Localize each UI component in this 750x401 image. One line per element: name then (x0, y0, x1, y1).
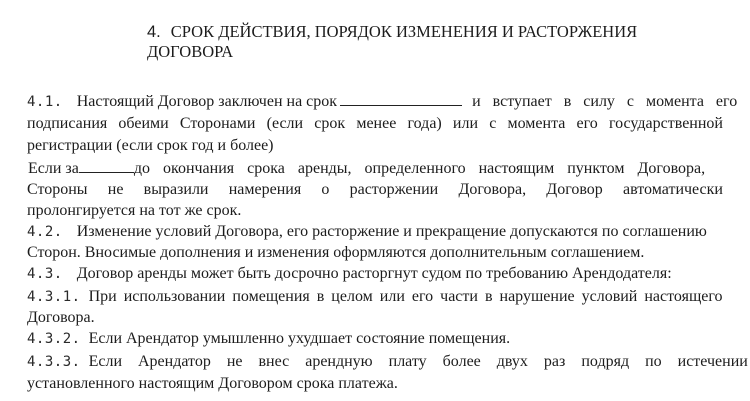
clause-text: Если Арендатор не внес арендную плату более двух раз подряд по истечении (88, 353, 748, 370)
clause-number: 4.3.3. (27, 354, 81, 370)
section-number: 4. (147, 23, 161, 41)
term-blank-field[interactable] (340, 91, 462, 106)
clause-text: Если Арендатор умышленно ухудшает состояние помещения. (88, 330, 511, 347)
clause-4-3-1-line-2: Договора. (27, 309, 95, 326)
clause-text: Если за (28, 160, 79, 177)
clause-4-1-extra-line-1 (28, 158, 724, 179)
section-heading (147, 22, 667, 62)
clause-text: Договор аренды может быть досрочно расторгнут судом по требованию Арендодателя: (76, 265, 672, 282)
clause-text: При использовании помещения в целом или его части в нарушение условий настоящего (88, 288, 723, 305)
notice-period-blank-field[interactable] (79, 158, 134, 173)
heading-line-1 (147, 22, 667, 42)
clause-text: до окончания срока аренды, определенного настоящим пунктом Договора, (133, 160, 706, 177)
clause-4-3-3-line-1 (27, 352, 748, 372)
clause-4-1-line-1 (27, 91, 738, 112)
clause-4-3-1-line-1 (27, 287, 723, 307)
clause-4-1-line-3: регистрации (если срок год и более) (27, 137, 274, 154)
clause-4-1-extra-line-3: пролонгируется на тот же срок. (27, 202, 242, 219)
section-title: СРОК ДЕЙСТВИЯ, ПОРЯДОК ИЗМЕНЕНИЯ И РАСТОРЖЕНИЯ (170, 22, 638, 41)
clause-4-3-2-line-1 (27, 329, 723, 349)
clause-number: 4.3. (27, 266, 63, 282)
clause-text: и вступает в силу с момента его (472, 93, 738, 110)
clause-4-2-line-1 (27, 222, 723, 242)
heading-line-2: ДОГОВОРА (147, 42, 234, 61)
clause-4-3-3-line-2: установленного настоящим Договором срока платежа. (27, 375, 398, 392)
clause-4-1-line-2: подписания обеими Сторонами (если срок менее года) или с момента его государственной (27, 115, 723, 132)
clause-number: 4.1. (27, 94, 63, 110)
clause-number: 4.3.2. (27, 331, 81, 347)
clause-text: Настоящий Договор заключен на срок (76, 93, 338, 110)
clause-4-2-line-2: Сторон. Вносимые дополнения и изменения оформляются дополнительным соглашением. (27, 244, 645, 261)
clause-number: 4.2. (27, 224, 63, 240)
clause-4-3-line-1 (27, 264, 723, 284)
clause-text: Изменение условий Договора, его расторжение и прекращение допускаются по соглашению (76, 223, 707, 240)
clause-number: 4.3.1. (27, 289, 81, 305)
clause-4-1-extra-line-2: Стороны не выразили намерения о расторжении Договора, Договор автоматически (27, 181, 723, 198)
